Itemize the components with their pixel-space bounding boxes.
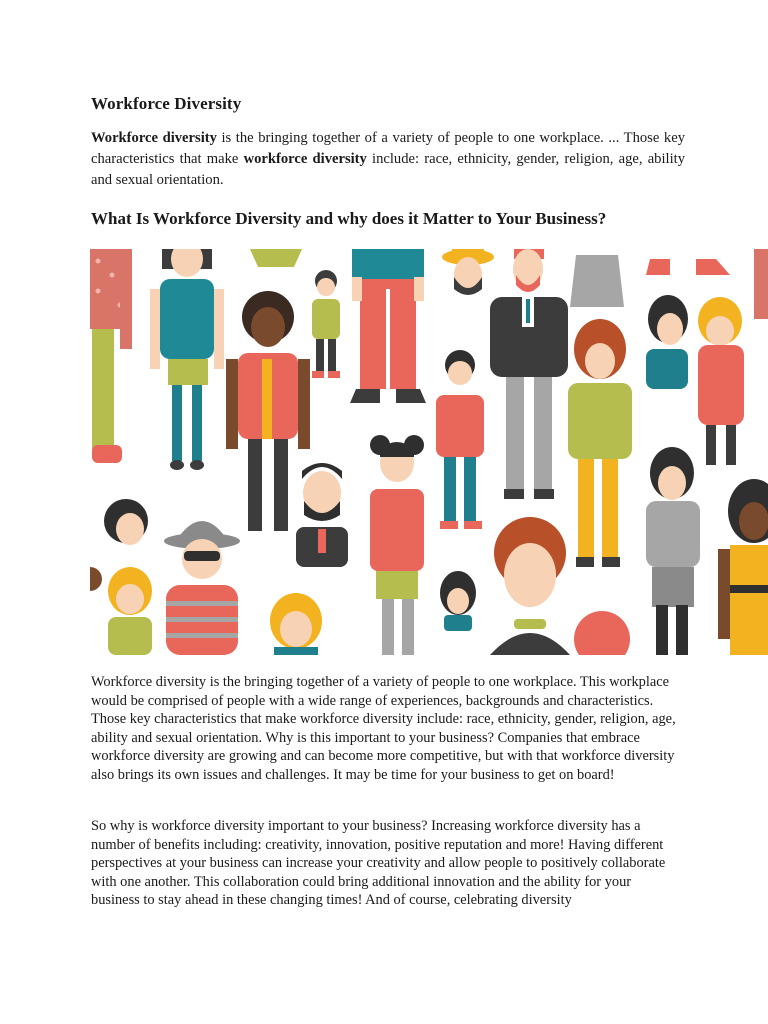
person-gray-apron <box>646 447 700 655</box>
person-child-yellow-hair <box>108 567 152 655</box>
person-red-curly <box>490 517 570 655</box>
person-short-hair-left <box>104 499 148 545</box>
document-title: Workforce Diversity <box>91 94 242 113</box>
body-paragraph-1: Workforce diversity is the bringing together of a variety of people to one workplace. This workplace would be comprised of people with a wide range of experiences, backgrounds and characteristics. Those key characteristics that make workforce diversity include: race, ethnicity, gender, religion, age, ability and sexual orientation. Why is this important to your business? Companies that embrace workforce diversity are growing and can become more competitive, but with that workforce diversity also brings its own issues and challenges. It may be time for your business to get on board! <box>91 674 676 783</box>
section-heading: What Is Workforce Diversity and why does it Matter to Your Business? <box>91 209 607 228</box>
intro-text-1: is the bringing together of a variety of people to one workplace. ... Those key characteristics that make <box>91 130 685 167</box>
person-teal-top <box>150 249 224 470</box>
diverse-people-illustration <box>90 249 768 655</box>
intro-paragraph <box>91 128 685 191</box>
intro-text-2: include: race, ethnicity, gender, religion, age, ability and sexual orientation. <box>91 151 685 188</box>
person-olive-jacket <box>568 319 632 567</box>
person-curly-hair <box>226 291 310 531</box>
person-dark-suit <box>490 249 568 499</box>
person-coral-dress <box>698 297 744 465</box>
person-coral-pants <box>350 249 426 403</box>
person-girl-buns <box>370 435 424 655</box>
person-beard-tie <box>296 463 348 567</box>
intro-term-2: workforce diversity <box>243 151 367 167</box>
person-boy-coral <box>436 350 484 529</box>
person-teal-jacket <box>646 295 688 389</box>
person-small-girl <box>440 571 476 631</box>
people-illustration-icon <box>90 249 768 655</box>
person-hat-beard <box>442 249 494 295</box>
person-child-olive <box>312 270 340 378</box>
person-yellow-hair-bottom <box>270 593 322 655</box>
body-paragraph-2: So why is workforce diversity important to your business? Increasing workforce diversity has a number of benefits including: creativity, innovation, positive reputation and more! Having different perspectives at your business can increase your creativity and allow people to positively collaborate with one another. This collaboration could bring additional innovation and the ability for your business to stay ahead in these changing times! And of course, celebrating diversity <box>91 818 666 908</box>
intro-term-1: Workforce diversity <box>91 130 217 146</box>
person-hat-sunglasses <box>164 521 240 655</box>
person-yellow-dress <box>718 479 768 655</box>
